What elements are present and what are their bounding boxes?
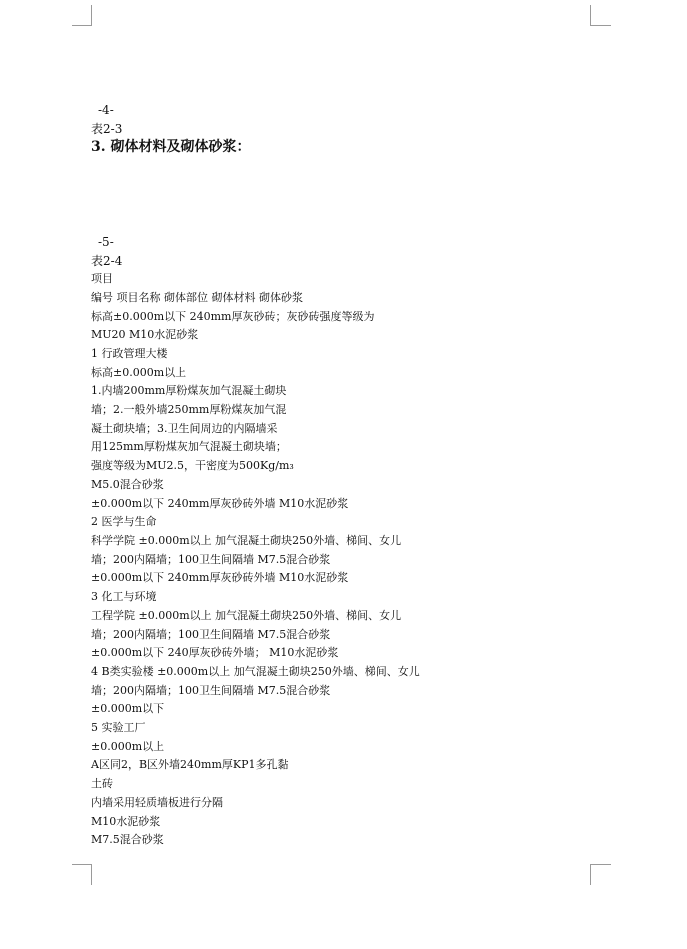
page-number: -5- xyxy=(98,235,114,249)
text-line: 内墙采用轻质墙板进行分隔 xyxy=(91,796,223,809)
text-line: 墙；2.一般外墙250mm厚粉煤灰加气混 xyxy=(91,403,287,416)
text-line: 项目 xyxy=(91,272,113,285)
crop-mark-top-left xyxy=(72,5,92,26)
text-line: M7.5混合砂浆 xyxy=(91,833,164,846)
text-line: ±0.000m以下 240厚灰砂砖外墙； M10水泥砂浆 xyxy=(91,646,339,659)
text-line: M10水泥砂浆 xyxy=(91,815,161,828)
text-line: 1.内墙200mm厚粉煤灰加气混凝土砌块 xyxy=(91,384,287,397)
text-line: 标高±0.000m以下 240mm厚灰砂砖；灰砂砖强度等级为 xyxy=(91,310,375,323)
page-number: -4- xyxy=(98,103,114,117)
text-line: 3 化工与环境 xyxy=(91,590,157,603)
section-heading xyxy=(91,140,251,154)
text-line: M5.0混合砂浆 xyxy=(91,478,164,491)
text-line: 4 B类实验楼 ±0.000m以上 加气混凝土砌块250外墙、梯间、女儿 xyxy=(91,665,420,678)
text-line: 科学学院 ±0.000m以上 加气混凝土砌块250外墙、梯间、女儿 xyxy=(91,534,402,547)
table-label: 表2-4 xyxy=(91,254,123,268)
text-line: 凝土砌块墙；3.卫生间周边的内隔墙采 xyxy=(91,422,278,435)
table-label: 表2-3 xyxy=(91,122,123,136)
text-line: ±0.000m以下 xyxy=(91,702,165,715)
text-line: 用125mm厚粉煤灰加气混凝土砌块墙； xyxy=(91,440,287,453)
crop-mark-bottom-left xyxy=(72,864,92,885)
text-line: 墙；200内隔墙；100卫生间隔墙 M7.5混合砂浆 xyxy=(91,628,331,641)
section-heading-number: 3. xyxy=(91,139,106,155)
text-line: 土砖 xyxy=(91,777,113,790)
crop-mark-bottom-right xyxy=(590,864,611,885)
text-line: 墙；200内隔墙；100卫生间隔墙 M7.5混合砂浆 xyxy=(91,684,331,697)
text-line: ±0.000m以下 240mm厚灰砂砖外墙 M10水泥砂浆 xyxy=(91,497,349,510)
text-line: 5 实验工厂 xyxy=(91,721,146,734)
text-line: ±0.000m以下 240mm厚灰砂砖外墙 M10水泥砂浆 xyxy=(91,571,349,584)
text-line: 1 行政管理大楼 xyxy=(91,347,168,360)
text-line: 强度等级为MU2.5，干密度为500Kg/m₃ xyxy=(91,459,294,472)
text-line: 工程学院 ±0.000m以上 加气混凝土砌块250外墙、梯间、女儿 xyxy=(91,609,402,622)
section-heading-text: 砌体材料及砌体砂浆： xyxy=(110,139,251,155)
crop-mark-top-right xyxy=(590,5,611,26)
text-line: 标高±0.000m以上 xyxy=(91,366,187,379)
text-line: ±0.000m以上 xyxy=(91,740,165,753)
text-line: MU20 M10水泥砂浆 xyxy=(91,328,199,341)
text-line: A区同2，B区外墙240mm厚KP1多孔黏 xyxy=(91,758,289,771)
text-line: 墙；200内隔墙；100卫生间隔墙 M7.5混合砂浆 xyxy=(91,553,331,566)
text-line: 2 医学与生命 xyxy=(91,515,157,528)
text-line: 编号 项目名称 砌体部位 砌体材料 砌体砂浆 xyxy=(91,291,303,304)
